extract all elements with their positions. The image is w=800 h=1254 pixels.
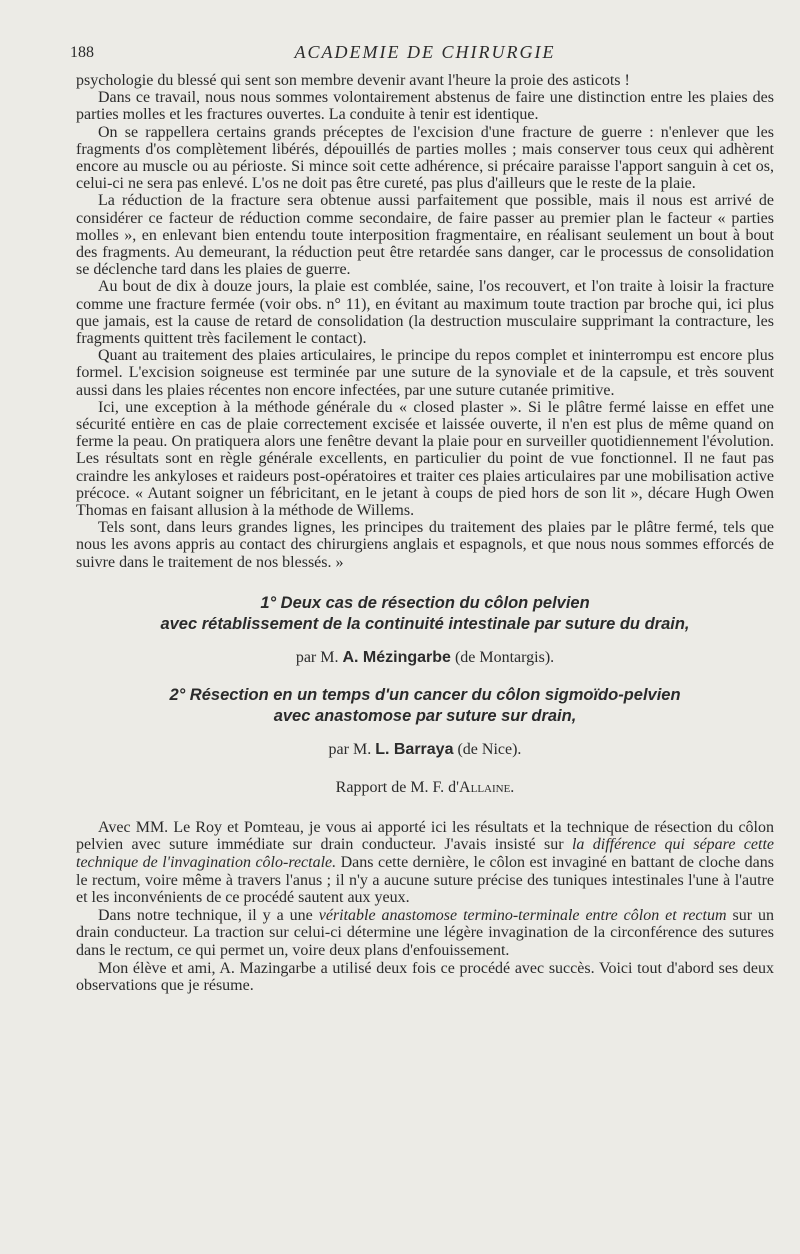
byline-1	[76, 649, 774, 667]
paragraph: Ici, une exception à la méthode générale du « closed plaster ». Si le plâtre fermé laisse en effet une sécurité entière en cas de plaie correctement excisée et laissée ouverte, il n'en est plus de même quand on ferme la peau. On pratiquera alors une fenêtre devant la plaie pour en surveiller quotidiennement l'évolution. Les résultats sont en règle générale excellents, en particulier du point de vue fonctionnel. Il ne faut pas craindre les ankyloses et raideurs post-opératoires et traiter ces plaies articulaires par une mobilisation active précoce. « Autant soigner un fébricitant, en le jetant à coups de pied hors de son lit », décare Hugh Owen Thomas en faisant allusion à la méthode de Willems.	[76, 398, 774, 520]
text-run: Avec MM. Le Roy et Pomteau, je vous ai apporté ici les résultats et la technique de résection du côlon pelvien avec suture immédiate sur drain conducteur. J'avais insisté sur	[76, 818, 774, 854]
paragraph: psychologie du blessé qui sent son membre devenir avant l'heure la proie des asticots !	[76, 72, 630, 89]
byline-2	[76, 741, 774, 759]
report-attribution	[76, 779, 774, 797]
article-title-1-line-1: 1° Deux cas de résection du côlon pelvien	[260, 593, 590, 612]
article-title-1-line-2: avec rétablissement de la continuité intestinale par suture du drain,	[160, 614, 690, 633]
paragraph: Tels sont, dans leurs grandes lignes, les principes du traitement des plaies par le plâtre fermé, tels que nous les avons appris au contact des chirurgiens anglais et espagnols, et que nous nous sommes efforcés de suivre dans le traitement de nos blessés. »	[76, 519, 774, 571]
reporter-name: Allaine.	[459, 778, 515, 796]
paragraph: La réduction de la fracture sera obtenue aussi parfaitement que possible, mais il nous est arrivé de considérer ce facteur de réduction comme secondaire, de faire passer au premier plan le facteur « parties molles », en enlevant bien entendu toute interposition fragmentaire, en réalisant seulement un bout à bout des fragments. Au demeurant, la réduction peut être retardée sans danger, car le processus de consolidation se déclenche tard dans les plaies de guerre.	[76, 192, 774, 279]
paragraph: Mon élève et ami, A. Mazingarbe a utilisé deux fois ce procédé avec succès. Voici tout d'abord ses deux observations que je résume.	[76, 959, 774, 995]
paragraph	[76, 819, 774, 907]
article-heading	[76, 593, 774, 797]
author-1-name: A. Mézingarbe	[342, 648, 451, 666]
paragraph: Au bout de dix à douze jours, la plaie est comblée, saine, l'os recouvert, et l'on traite à loisir la fracture comme une fracture fermée (voir obs. n° 11), en évitant au maximum toute traction par broche qui, ici plus que jamais, est la cause de retard de consolidation (la destruction musculaire supprimant la contracture, les fragments quittent très facilement le contact).	[76, 278, 774, 348]
report-prefix: Rapport de M. F. d'	[335, 778, 460, 796]
emphasis-text: véritable anastomose termino-terminale entre côlon et rectum	[318, 906, 727, 924]
running-head	[70, 38, 774, 72]
text-run: sur un drain conducteur. La traction sur celui-ci détermine une légère invagination de la circonférence des sutures dans le rectum, ce qui permet un, voire deux plans d'enfouissement.	[76, 906, 774, 960]
text-run: Dans cette dernière, le côlon est invaginé en battant de cloche dans le rectum, voire même à travers l'anus ; il n'y a aucune suture précise des tuniques intestinales l'une à l'autre et les inconvénients de ce procédé sautent aux yeux.	[76, 854, 775, 907]
paragraph	[76, 907, 774, 960]
paragraph: On se rappellera certains grands préceptes de l'excision d'une fracture de guerre : n'enlever que les fragments d'os complètement libérés, dépouillés de parties molles ; mais conserver tous ceux qui adhèrent encore au muscle ou au périoste. Si mince soit cette adhérence, si précaire paraisse l'apport sanguin à cet os, celui-ci ne sera pas enlevé. L'os ne doit pas être cureté, pas plus d'ailleurs que le reste de la plaie.	[76, 123, 774, 193]
emphasis-text: la différence qui sépare cette technique de l'invagination côlo-rectale.	[76, 836, 774, 872]
article-title-2-line-2: avec anastomose par suture sur drain,	[273, 706, 577, 725]
paragraph: Dans ce travail, nous nous sommes volontairement abstenus de faire une distinction entre les plaies des parties molles et les fractures ouvertes. La conduite à tenir est identique.	[76, 89, 774, 124]
author-2-name: L. Barraya	[375, 740, 454, 758]
byline-2-prefix: par M.	[328, 740, 376, 758]
paragraph: Quant au traitement des plaies articulaires, le principe du repos complet et ininterrompu est encore plus formel. L'excision soigneuse est terminée par une suture de la synoviale et de la capsule, et très souvent aussi dans les plaies récentes non encore infectées, par une suture cutanée primitive.	[76, 347, 774, 399]
journal-title: ACADEMIE DE CHIRURGIE	[294, 42, 556, 62]
article-title-2-line-1: 2° Résection en un temps d'un cancer du côlon sigmoïdo-pelvien	[169, 685, 681, 704]
page-number: 188	[70, 44, 94, 61]
body-section-1	[76, 72, 774, 571]
byline-1-suffix: (de Montargis).	[450, 648, 555, 666]
text-run: Dans notre technique, il y a une	[98, 906, 319, 924]
byline-2-suffix: (de Nice).	[453, 740, 522, 758]
byline-1-prefix: par M.	[295, 648, 343, 666]
body-section-2	[76, 819, 774, 995]
